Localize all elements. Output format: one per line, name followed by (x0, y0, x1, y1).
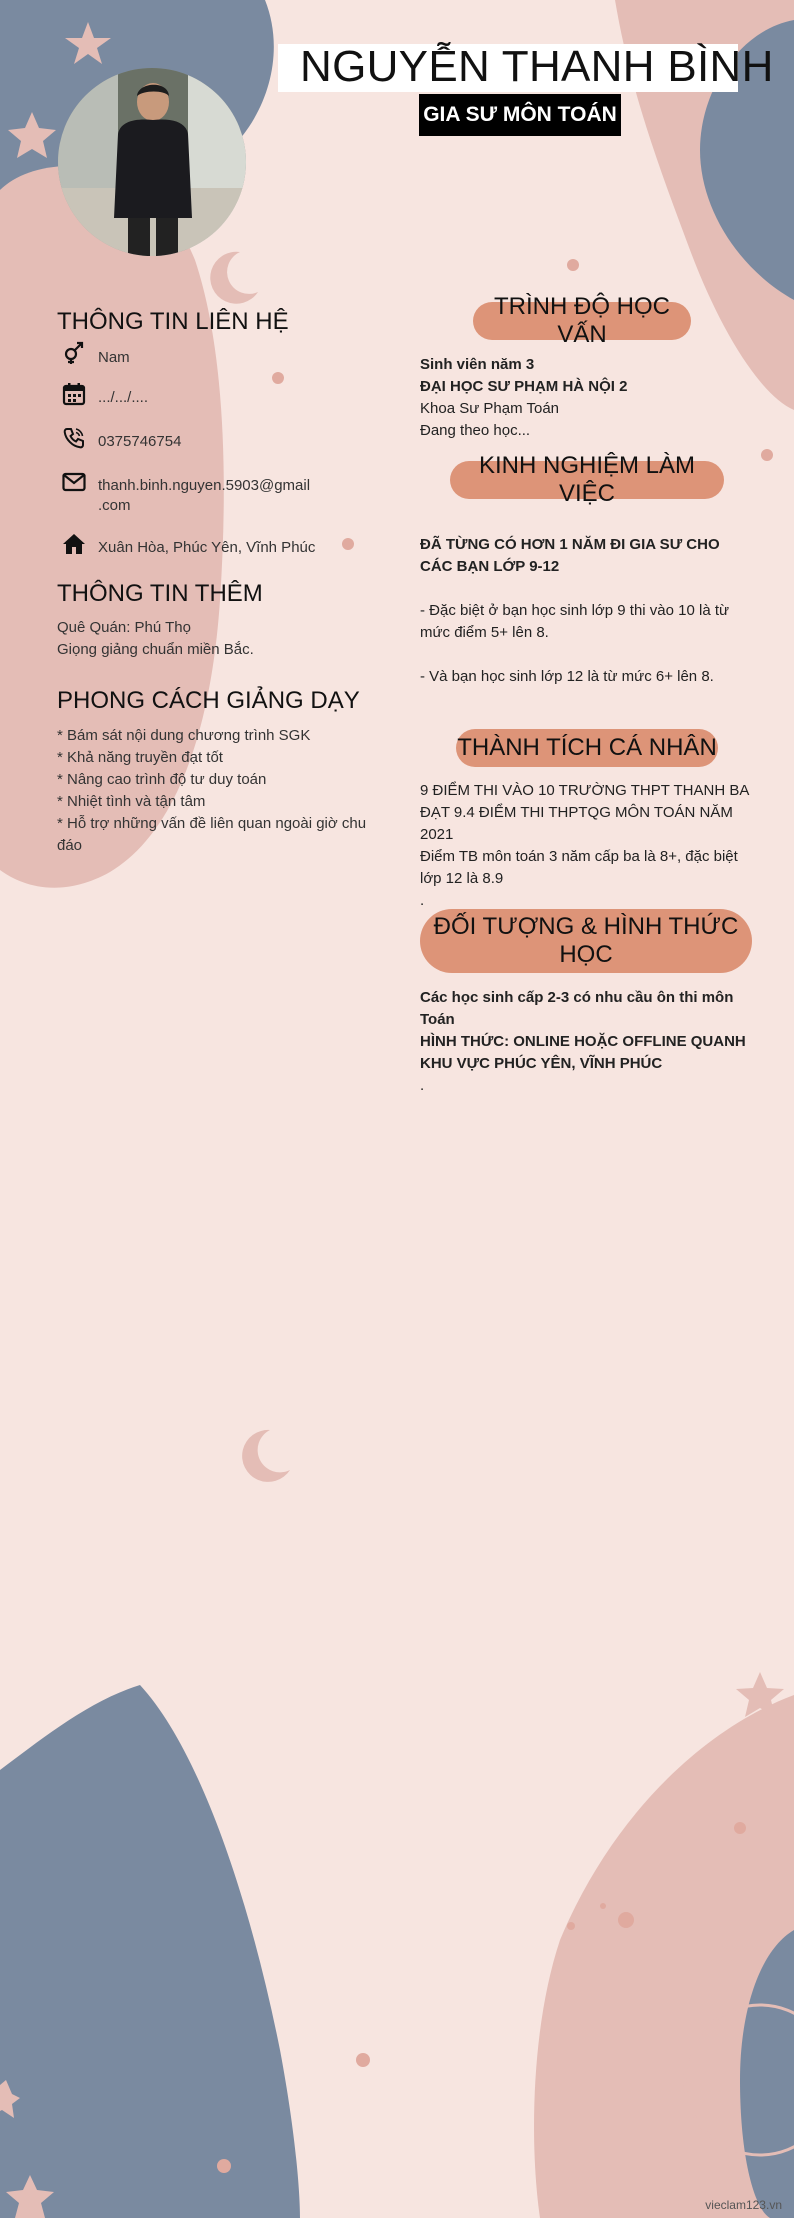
teaching-style-section-title: PHONG CÁCH GIẢNG DẠY (57, 687, 360, 714)
education-line: Đang theo học... (420, 422, 531, 439)
contact-gender-row (62, 340, 130, 368)
experience-point-2: - Và bạn học sinh lớp 12 là từ mức 6+ lên 8. (420, 668, 714, 685)
experience-section-title: KINH NGHIỆM LÀM VIỆC (450, 461, 724, 499)
avatar (58, 68, 246, 256)
audience-line: HÌNH THỨC: ONLINE HOẶC OFFLINE QUANH KHU VỰC PHÚC YÊN, VĨNH PHÚC (420, 1033, 746, 1072)
education-line: Khoa Sư Phạm Toán (420, 400, 560, 417)
contact-birthday-row (62, 382, 148, 408)
list-item: * Hỗ trợ những vấn đề liên quan ngoài giờ chu (57, 815, 367, 832)
achievements-text (420, 780, 756, 912)
audience-line: . (420, 1077, 425, 1094)
calendar-icon (62, 382, 86, 406)
achievement-line: Điểm TB môn toán 3 năm cấp ba là 8+, đặc biệt lớp 12 là 8.9 (420, 848, 738, 887)
contact-section-title: THÔNG TIN LIÊN HỆ (57, 308, 289, 335)
education-line: Sinh viên năm 3 (420, 356, 535, 373)
list-item: * Nâng cao trình độ tư duy toán (57, 771, 267, 788)
email-value (98, 470, 310, 516)
birthday-value: .../.../.... (98, 389, 149, 406)
watermark-text: vieclam123.vn (705, 2198, 782, 2212)
experience-point-1: - Đặc biệt ở bạn học sinh lớp 9 thi vào 10 là từ mức điểm 5+ lên 8. (420, 602, 730, 641)
achievements-section-title: THÀNH TÍCH CÁ NHÂN (456, 729, 718, 767)
audience-section-title: ĐỐI TƯỢNG & HÌNH THỨC HỌC (420, 909, 752, 973)
education-section-title: TRÌNH ĐỘ HỌC VẤN (473, 302, 691, 340)
email-line-1: thanh.binh.nguyen.5903@gmail (98, 477, 311, 494)
list-item: đáo (57, 837, 83, 854)
person-name: NGUYỄN THANH BÌNH (300, 42, 774, 91)
achievement-line: ĐẠT 9.4 ĐIỂM THI THPTQG MÔN TOÁN NĂM 2021 (420, 804, 733, 843)
education-line: ĐẠI HỌC SƯ PHẠM HÀ NỘI 2 (420, 378, 628, 395)
phone-icon (62, 426, 86, 450)
list-item: * Nhiệt tình và tận tâm (57, 793, 206, 810)
list-item: * Bám sát nội dung chương trình SGK (57, 727, 311, 744)
contact-address-row (62, 532, 315, 558)
achievement-line: . (420, 892, 425, 909)
extra-info-section-title: THÔNG TIN THÊM (57, 580, 263, 607)
gender-icon (62, 340, 86, 364)
contact-phone-row (62, 426, 181, 452)
envelope-icon (62, 470, 86, 494)
achievement-line: 9 ĐIỂM THI VÀO 10 TRƯỜNG THPT THANH BA (420, 782, 750, 799)
extra-info-text (57, 617, 377, 661)
audience-text (420, 987, 756, 1097)
job-title-badge: GIA SƯ MÔN TOÁN (419, 94, 621, 136)
bottom-left-slate-blob (0, 1685, 300, 2218)
contact-email-row (62, 470, 310, 516)
phone-value: 0375746754 (98, 433, 182, 450)
audience-line: Các học sinh cấp 2-3 có nhu cầu ôn thi môn Toán (420, 989, 734, 1028)
email-line-2: .com (98, 497, 131, 514)
experience-heading: ĐÃ TỪNG CÓ HƠN 1 NĂM ĐI GIA SƯ CHO CÁC BẠN LỚP 9-12 (420, 536, 720, 575)
address-value: Xuân Hòa, Phúc Yên, Vĩnh Phúc (98, 539, 316, 556)
moon-icon (242, 1430, 290, 1482)
education-text (420, 354, 756, 442)
moon-icon (210, 252, 258, 304)
hometown-line: Quê Quán: Phú Thọ (57, 619, 191, 636)
list-item: * Khả năng truyền đạt tốt (57, 749, 223, 766)
gender-value: Nam (98, 349, 130, 366)
accent-line: Giọng giảng chuẩn miền Bắc. (57, 641, 254, 658)
teaching-style-list (57, 725, 387, 857)
home-icon (62, 532, 86, 556)
